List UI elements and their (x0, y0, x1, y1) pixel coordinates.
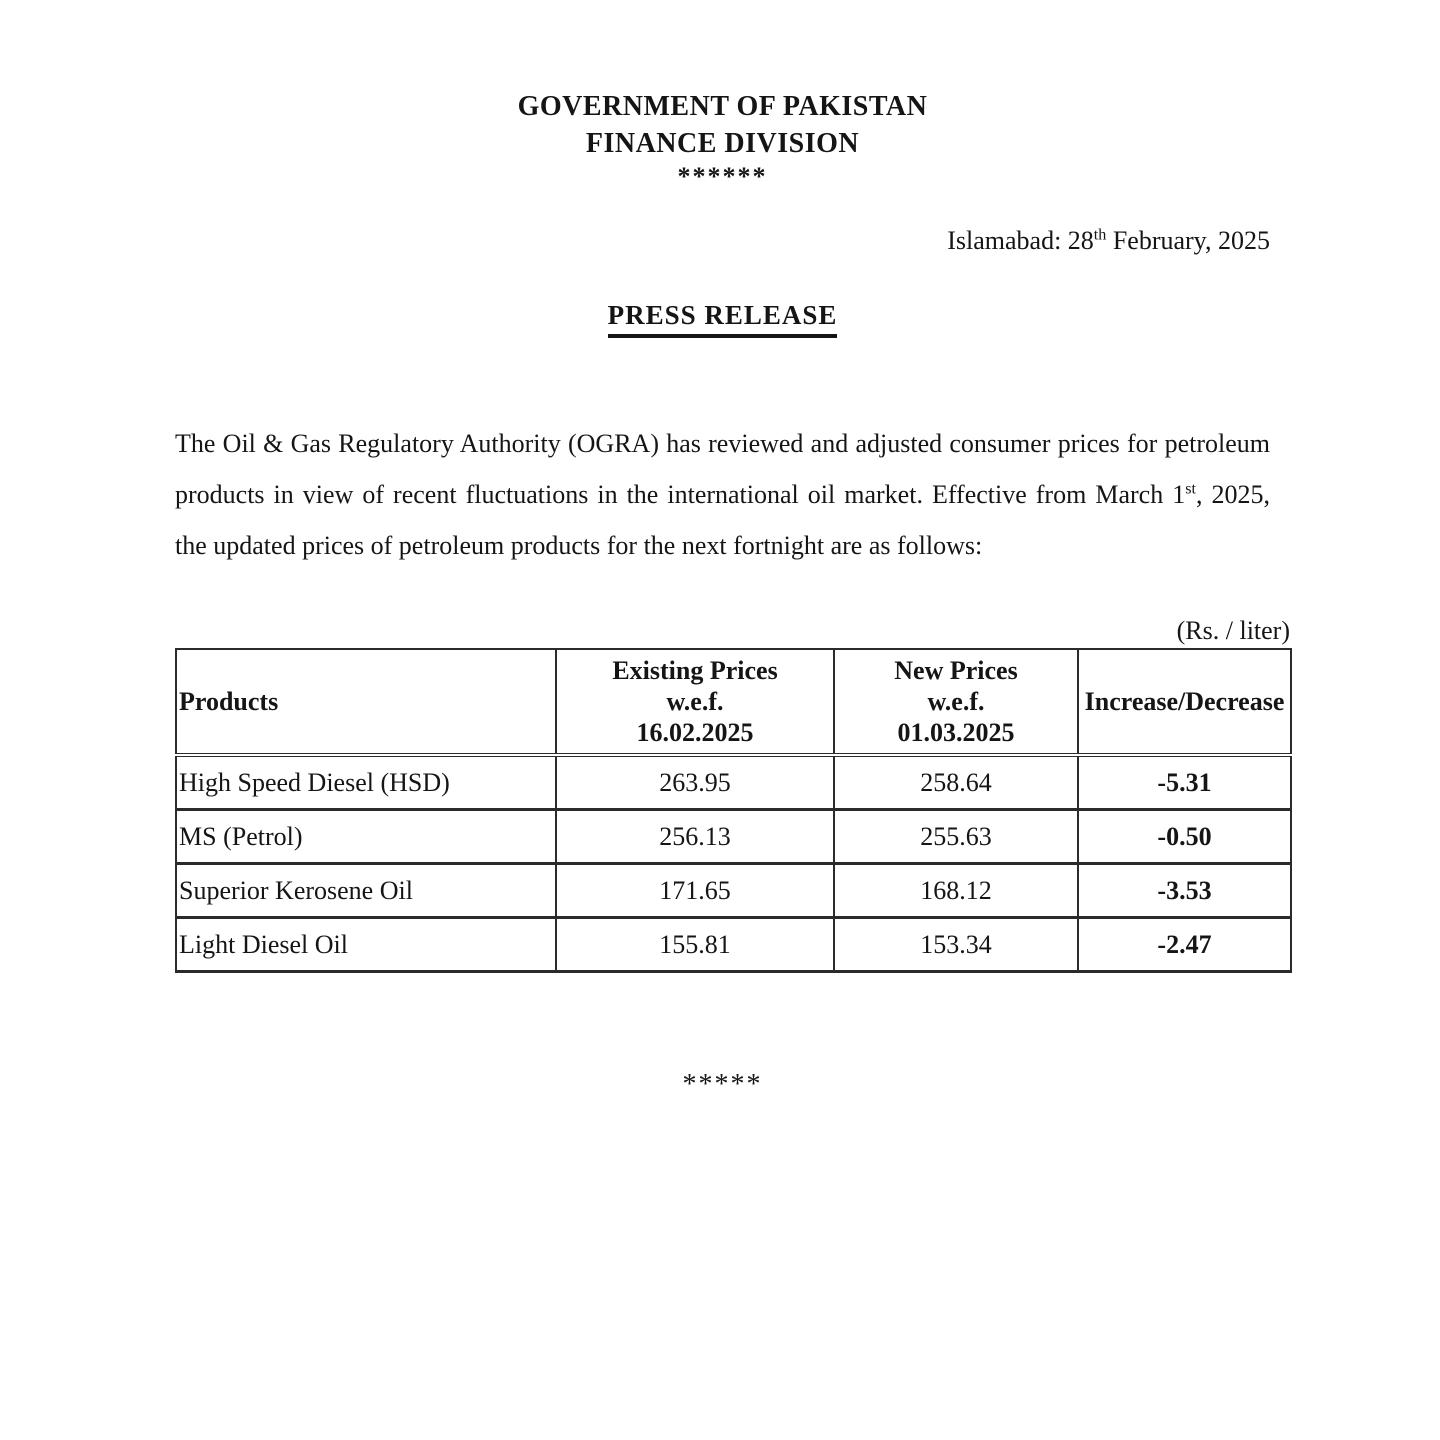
change-cell: -5.31 (1078, 755, 1291, 810)
dateline-text: Islamabad: 28 (947, 226, 1094, 255)
new-price-cell: 255.63 (834, 810, 1078, 864)
new-price-cell: 153.34 (834, 918, 1078, 972)
product-cell: MS (Petrol) (176, 810, 556, 864)
document-header (175, 88, 1270, 192)
change-cell: -2.47 (1078, 918, 1291, 972)
existing-price-cell: 263.95 (556, 755, 834, 810)
table-row-petrol (176, 810, 1291, 864)
body-ordinal-superscript: st (1185, 480, 1196, 498)
body-text-rest: , 2025, the updated prices of petroleum products for the next fortnight are as follows: (175, 480, 1270, 560)
document-content (175, 0, 1290, 1101)
price-table (175, 648, 1292, 973)
dateline (175, 224, 1270, 258)
dateline-text-rest: February, 2025 (1106, 226, 1270, 255)
table-row-kerosene (176, 864, 1291, 918)
col-header-new-prices (834, 649, 1078, 755)
col-header-new-line1: New Prices (894, 656, 1018, 685)
product-cell: Superior Kerosene Oil (176, 864, 556, 918)
col-header-existing-line1: Existing Prices (612, 656, 778, 685)
col-header-new-line3: 01.03.2025 (897, 718, 1015, 747)
existing-price-cell: 155.81 (556, 918, 834, 972)
body-paragraph (175, 418, 1270, 571)
col-header-products: Products (176, 649, 556, 755)
col-header-increase-decrease: Increase/Decrease (1078, 649, 1291, 755)
header-row (176, 649, 1291, 755)
division-title: FINANCE DIVISION (585, 128, 860, 159)
col-header-existing-line2: w.e.f. (666, 687, 724, 716)
price-table-header (176, 649, 1291, 755)
press-release-title: PRESS RELEASE (608, 300, 838, 338)
dateline-ordinal-superscript: th (1093, 226, 1107, 244)
change-cell: -0.50 (1078, 810, 1291, 864)
col-header-existing-line3: 16.02.2025 (636, 718, 754, 747)
table-row-light-diesel (176, 918, 1291, 972)
product-cell: Light Diesel Oil (176, 918, 556, 972)
title-row (175, 300, 1270, 338)
government-title: GOVERNMENT OF PAKISTAN (517, 91, 928, 122)
footer-separator-stars: ***** (682, 1069, 763, 1100)
new-price-cell: 168.12 (834, 864, 1078, 918)
table-row-hsd (176, 755, 1291, 810)
existing-price-cell: 171.65 (556, 864, 834, 918)
header-separator-stars: ****** (677, 162, 768, 191)
unit-label: (Rs. / liter) (1176, 616, 1290, 645)
col-header-new-line2: w.e.f. (927, 687, 985, 716)
col-header-existing-prices (556, 649, 834, 755)
price-table-body (176, 755, 1291, 972)
new-price-cell: 258.64 (834, 755, 1078, 810)
product-cell: High Speed Diesel (HSD) (176, 755, 556, 810)
change-cell: -3.53 (1078, 864, 1291, 918)
body-text: The Oil & Gas Regulatory Authority (OGRA) has reviewed and adjusted consumer prices for petroleum products in view of recent fluctuations in the international oil market. Effective from March 1 (175, 429, 1270, 509)
existing-price-cell: 256.13 (556, 810, 834, 864)
